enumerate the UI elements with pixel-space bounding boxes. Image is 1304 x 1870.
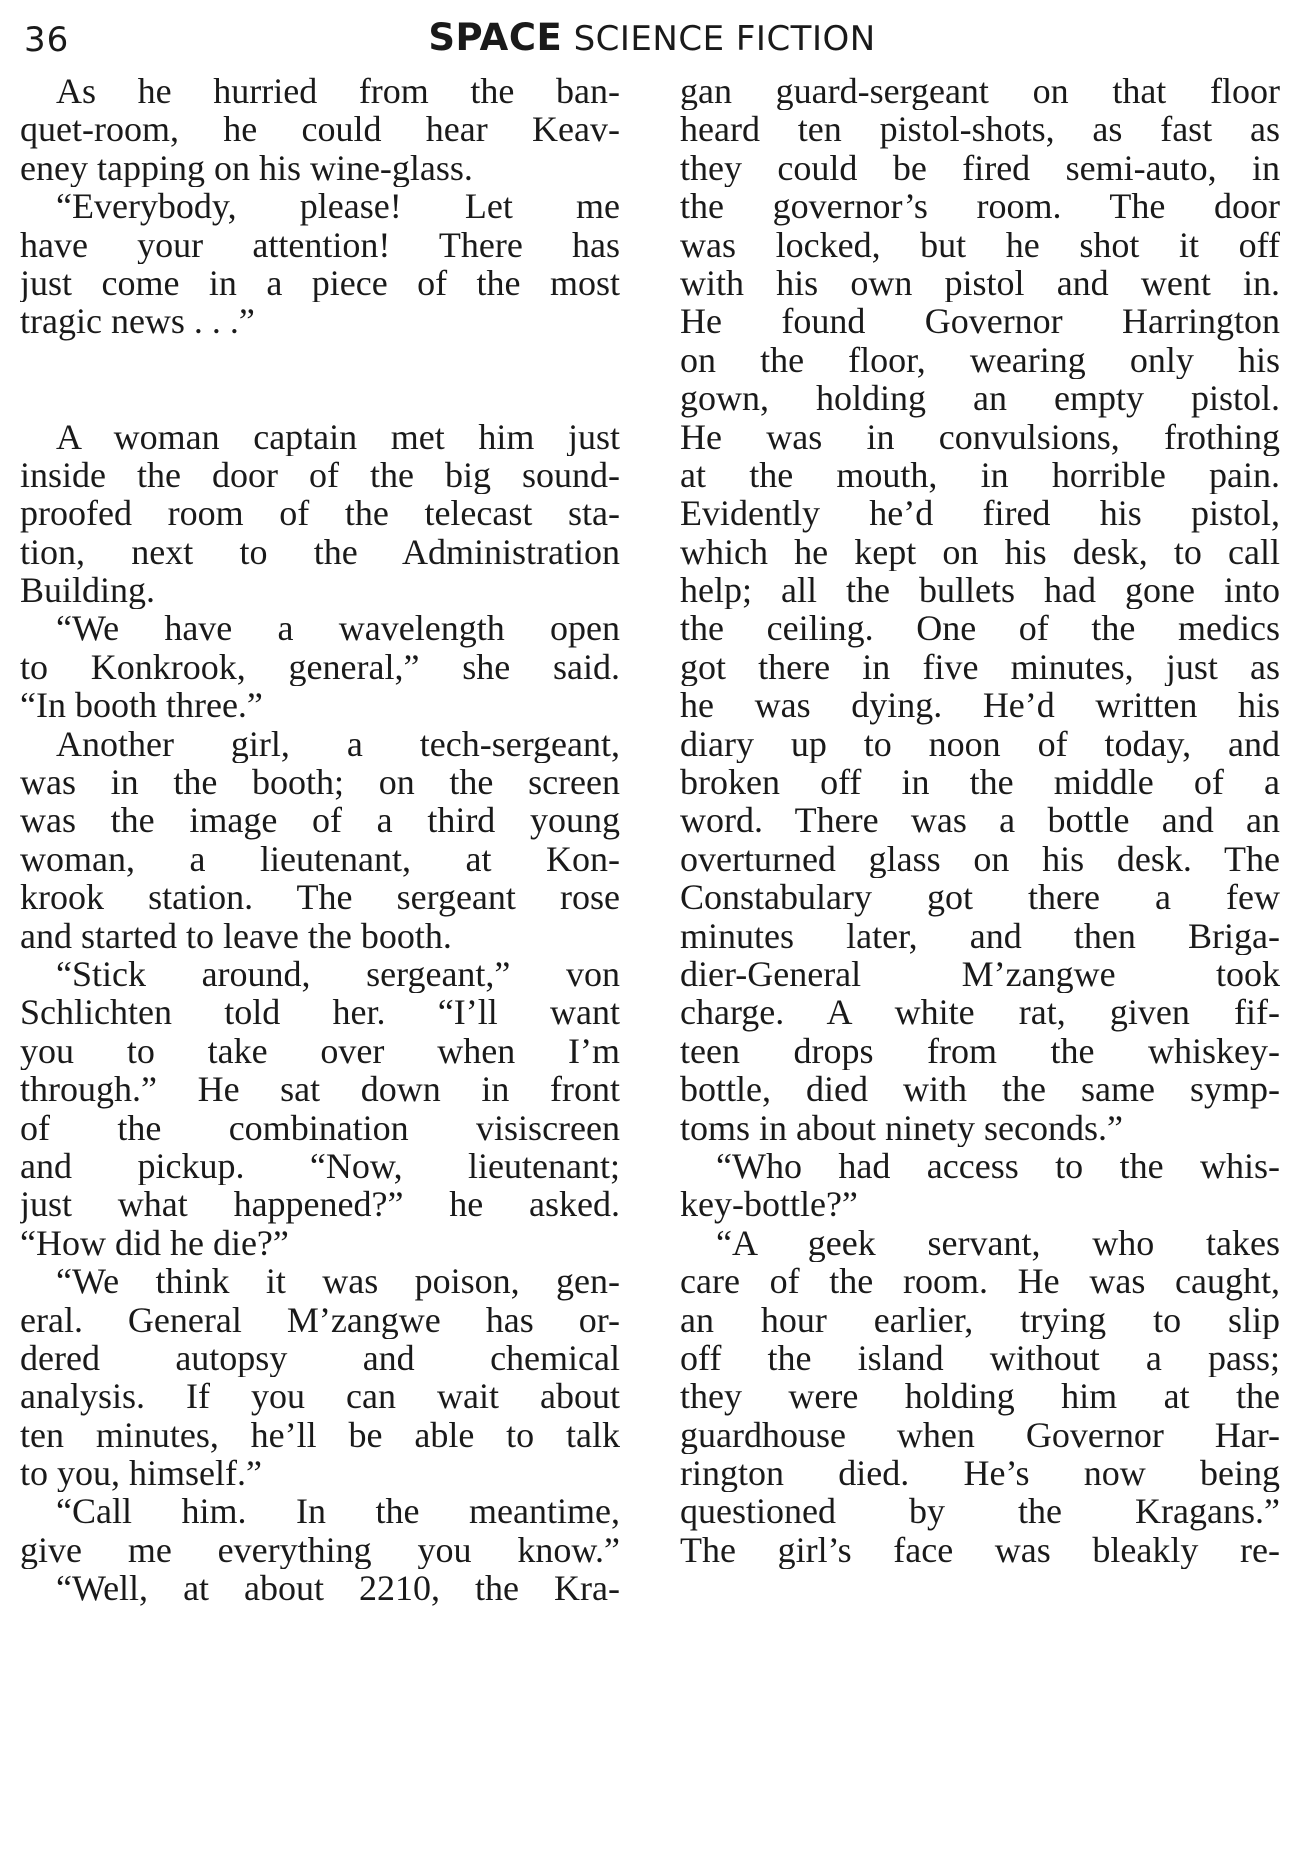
text-line: the governor’s room. The door xyxy=(680,187,1280,226)
page-header xyxy=(0,14,1304,64)
text-line: he was dying. He’d written his xyxy=(680,686,1280,725)
text-line: questioned by the Kragans.” xyxy=(680,1492,1280,1531)
text-line: broken off in the middle of a xyxy=(680,763,1280,802)
text-line: the ceiling. One of the medics xyxy=(680,609,1280,648)
text-line: they could be fired semi-auto, in xyxy=(680,148,1280,188)
text-line: tragic news . . .” xyxy=(20,302,255,341)
text-line: rington died. He’s now being xyxy=(680,1454,1280,1493)
text-line: woman, a lieutenant, at Kon- xyxy=(20,839,620,879)
text-line: just come in a piece of the most xyxy=(20,263,620,303)
text-line: Evidently he’d fired his pistol, xyxy=(680,494,1280,533)
text-line: they were holding him at the xyxy=(680,1377,1280,1416)
text-line: gan guard-sergeant on that floor xyxy=(680,72,1280,111)
text-line: eney tapping on his wine-glass. xyxy=(20,148,473,188)
text-line: He was in convulsions, frothing xyxy=(680,417,1280,456)
text-line: “Everybody, please! Let me xyxy=(56,187,620,226)
text-line: give me everything you know.” xyxy=(20,1530,620,1570)
text-line: krook station. The sergeant rose xyxy=(20,878,620,917)
text-line: and pickup. “Now, lieutenant; xyxy=(20,1146,620,1186)
paragraph-gap xyxy=(20,379,620,417)
text-line: diary up to noon of today, and xyxy=(680,724,1280,764)
text-line: key-bottle?” xyxy=(680,1185,858,1224)
text-line: He found Governor Harrington xyxy=(680,302,1280,341)
text-line: tion, next to the Administration xyxy=(20,532,620,572)
text-line: As he hurried from the ban- xyxy=(56,72,620,111)
text-line: inside the door of the big sound- xyxy=(20,455,620,495)
text-line: with his own pistol and went in. xyxy=(680,263,1280,303)
text-line: care of the room. He was caught, xyxy=(680,1262,1280,1301)
text-line: off the island without a pass; xyxy=(680,1338,1280,1378)
text-line: and started to leave the booth. xyxy=(20,916,452,955)
text-line: an hour earlier, trying to slip xyxy=(680,1300,1280,1339)
text-line: of the combination visiscreen xyxy=(20,1108,620,1147)
text-line: quet-room, he could hear Keav- xyxy=(20,110,620,149)
text-line: charge. A white rat, given fif- xyxy=(680,993,1280,1032)
text-line: which he kept on his desk, to call xyxy=(680,532,1280,572)
text-line: overturned glass on his desk. The xyxy=(680,839,1280,879)
text-line: ten minutes, he’ll be able to talk xyxy=(20,1415,620,1455)
paragraph-gap xyxy=(20,341,620,379)
text-line: to Konkrook, general,” she said. xyxy=(20,647,620,687)
text-line: Building. xyxy=(20,571,156,610)
text-line: “A geek servant, who takes xyxy=(716,1223,1280,1263)
text-line: word. There was a bottle and an xyxy=(680,801,1280,840)
text-line: at the mouth, in horrible pain. xyxy=(680,455,1280,495)
text-line: toms in about ninety seconds.” xyxy=(680,1108,1123,1147)
magazine-title-rest: SCIENCE FICTION xyxy=(573,19,876,59)
text-line: dier-General M’zangwe took xyxy=(680,954,1280,994)
text-line: have your attention! There has xyxy=(20,225,620,264)
text-line: was the image of a third young xyxy=(20,801,620,840)
text-line: “How did he die?” xyxy=(20,1223,289,1263)
page-number: 36 xyxy=(24,20,70,60)
text-line: “Who had access to the whis- xyxy=(716,1146,1280,1186)
text-line: proofed room of the telecast sta- xyxy=(20,494,620,533)
text-line: “We think it was poison, gen- xyxy=(56,1262,620,1301)
text-line: “Well, at about 2210, the Kra- xyxy=(56,1569,620,1608)
left-text-column xyxy=(20,72,620,1608)
text-line: guardhouse when Governor Har- xyxy=(680,1415,1280,1455)
text-line: “In booth three.” xyxy=(20,686,263,725)
text-line: just what happened?” he asked. xyxy=(20,1185,620,1224)
text-line: gown, holding an empty pistol. xyxy=(680,379,1280,418)
text-line: “We have a wavelength open xyxy=(56,609,620,648)
text-line: bottle, died with the same symp- xyxy=(680,1070,1280,1109)
text-line: dered autopsy and chemical xyxy=(20,1338,620,1378)
text-line: got there in five minutes, just as xyxy=(680,647,1280,687)
magazine-title-bold: SPACE xyxy=(428,16,563,59)
right-text-column xyxy=(680,72,1280,1569)
running-title xyxy=(0,16,1304,59)
text-line: to you, himself.” xyxy=(20,1454,262,1493)
text-line: teen drops from the whiskey- xyxy=(680,1031,1280,1071)
text-line: was locked, but he shot it off xyxy=(680,225,1280,264)
text-line: “Stick around, sergeant,” von xyxy=(56,954,620,994)
text-line: Another girl, a tech-sergeant, xyxy=(56,724,620,764)
text-line: eral. General M’zangwe has or- xyxy=(20,1300,620,1339)
text-line: you to take over when I’m xyxy=(20,1031,620,1071)
text-line: was in the booth; on the screen xyxy=(20,763,620,802)
text-line: Constabulary got there a few xyxy=(680,878,1280,917)
text-line: on the floor, wearing only his xyxy=(680,340,1280,380)
text-line: A woman captain met him just xyxy=(56,417,620,456)
text-line: Schlichten told her. “I’ll want xyxy=(20,993,620,1032)
text-line: heard ten pistol-shots, as fast as xyxy=(680,110,1280,149)
text-line: through.” He sat down in front xyxy=(20,1070,620,1109)
text-line: “Call him. In the meantime, xyxy=(56,1492,620,1531)
text-line: The girl’s face was bleakly re- xyxy=(680,1530,1280,1570)
text-line: minutes later, and then Briga- xyxy=(680,916,1280,955)
text-line: analysis. If you can wait about xyxy=(20,1377,620,1416)
text-line: help; all the bullets had gone into xyxy=(680,571,1280,610)
